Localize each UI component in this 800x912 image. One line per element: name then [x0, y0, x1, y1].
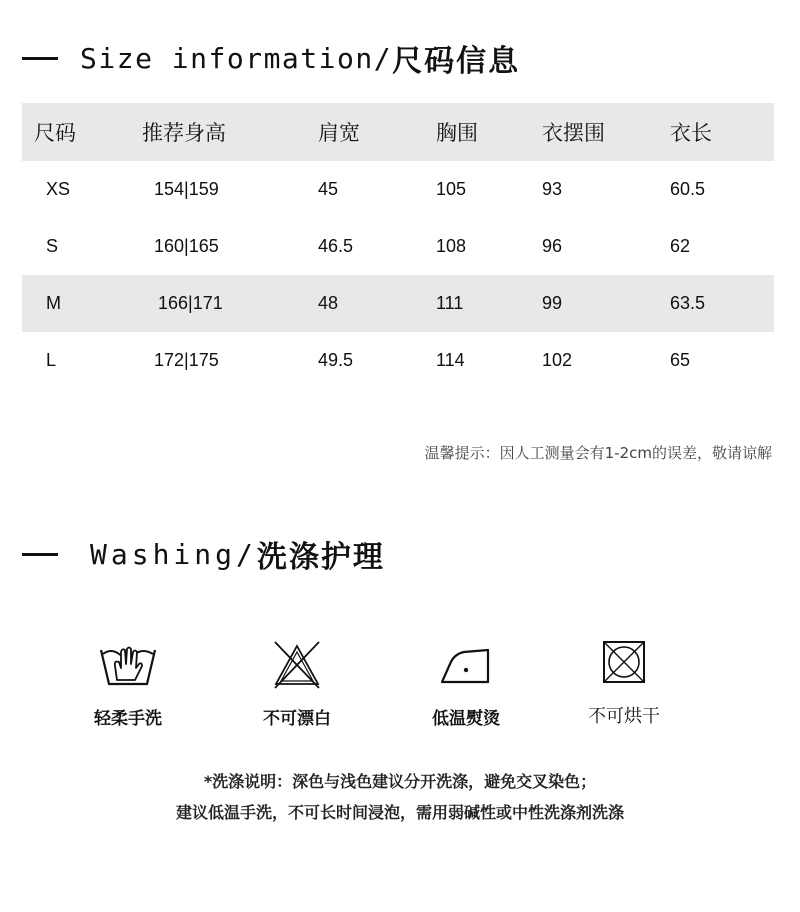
no-bleach-label: 不可漂白: [263, 709, 331, 729]
size-section-title: [22, 36, 520, 80]
cell-height: 172|175: [154, 350, 219, 370]
header-length: 衣长: [670, 103, 774, 161]
care-item-low-iron: [396, 640, 536, 729]
cell-chest: 114: [436, 350, 465, 370]
cell-height: 154|159: [154, 179, 219, 199]
cell-chest: 108: [436, 236, 467, 256]
care-item-no-bleach: [227, 640, 367, 729]
table-row: [22, 218, 774, 275]
care-item-hand-wash: [58, 640, 198, 729]
size-table: [22, 103, 774, 389]
low-iron-icon: [438, 640, 494, 690]
cell-length: 62: [670, 236, 691, 256]
care-icons: [0, 640, 800, 740]
cell-hem: 96: [542, 236, 563, 256]
no-tumble-dry-icon: [602, 640, 646, 686]
header-shoulder: 肩宽: [318, 103, 436, 161]
washing-title-cn: 洗涤护理: [256, 540, 385, 575]
cell-height: 166|171: [138, 275, 318, 332]
washing-note-line: 建议低温手洗，不可长时间浸泡，需用弱碱性或中性洗涤剂洗涤: [175, 803, 624, 822]
cell-length: 65: [670, 350, 691, 370]
cell-hem: 93: [542, 179, 563, 199]
cell-shoulder: 49.5: [318, 350, 354, 370]
cell-size: XS: [46, 179, 71, 199]
header-height: 推荐身高: [138, 103, 318, 161]
no-bleach-icon: [271, 640, 323, 690]
washing-title-en: Washing/: [90, 537, 257, 571]
cell-size: M: [22, 275, 138, 332]
measurement-notice: 温馨提示：因人工测量会有1-2cm的误差，敬请谅解: [424, 444, 772, 462]
table-row: [22, 275, 774, 332]
cell-shoulder: 48: [318, 275, 436, 332]
size-table-header: [22, 103, 774, 161]
care-item-no-tumble-dry: [554, 640, 694, 728]
cell-length: 60.5: [670, 179, 706, 199]
cell-length: 63.5: [670, 275, 774, 332]
no-tumble-dry-label: 不可烘干: [588, 706, 660, 727]
cell-hem: 99: [542, 275, 670, 332]
table-row: [22, 161, 774, 218]
hand-wash-label: 轻柔手洗: [94, 709, 162, 729]
header-chest: 胸围: [436, 103, 542, 161]
header-size: 尺码: [22, 103, 138, 161]
hand-wash-icon: [97, 640, 159, 690]
cell-chest: 105: [436, 179, 467, 199]
cell-height: 160|165: [154, 236, 219, 256]
cell-shoulder: 45: [318, 179, 339, 199]
size-title-cn: 尺码信息: [392, 44, 521, 79]
cell-size: L: [46, 350, 57, 370]
washing-notes: [0, 766, 800, 828]
size-title-en: Size information/: [80, 41, 393, 75]
cell-size: S: [46, 236, 59, 256]
title-dash: [22, 57, 58, 60]
washing-note-line: *洗涤说明：深色与浅色建议分开洗涤，避免交叉染色；: [203, 772, 597, 791]
cell-chest: 111: [436, 275, 542, 332]
table-row: [22, 332, 774, 389]
washing-section-title: [22, 532, 385, 576]
cell-shoulder: 46.5: [318, 236, 354, 256]
cell-hem: 102: [542, 350, 573, 370]
low-iron-label: 低温熨烫: [432, 709, 500, 729]
header-hem: 衣摆围: [542, 103, 670, 161]
title-dash: [22, 553, 58, 556]
